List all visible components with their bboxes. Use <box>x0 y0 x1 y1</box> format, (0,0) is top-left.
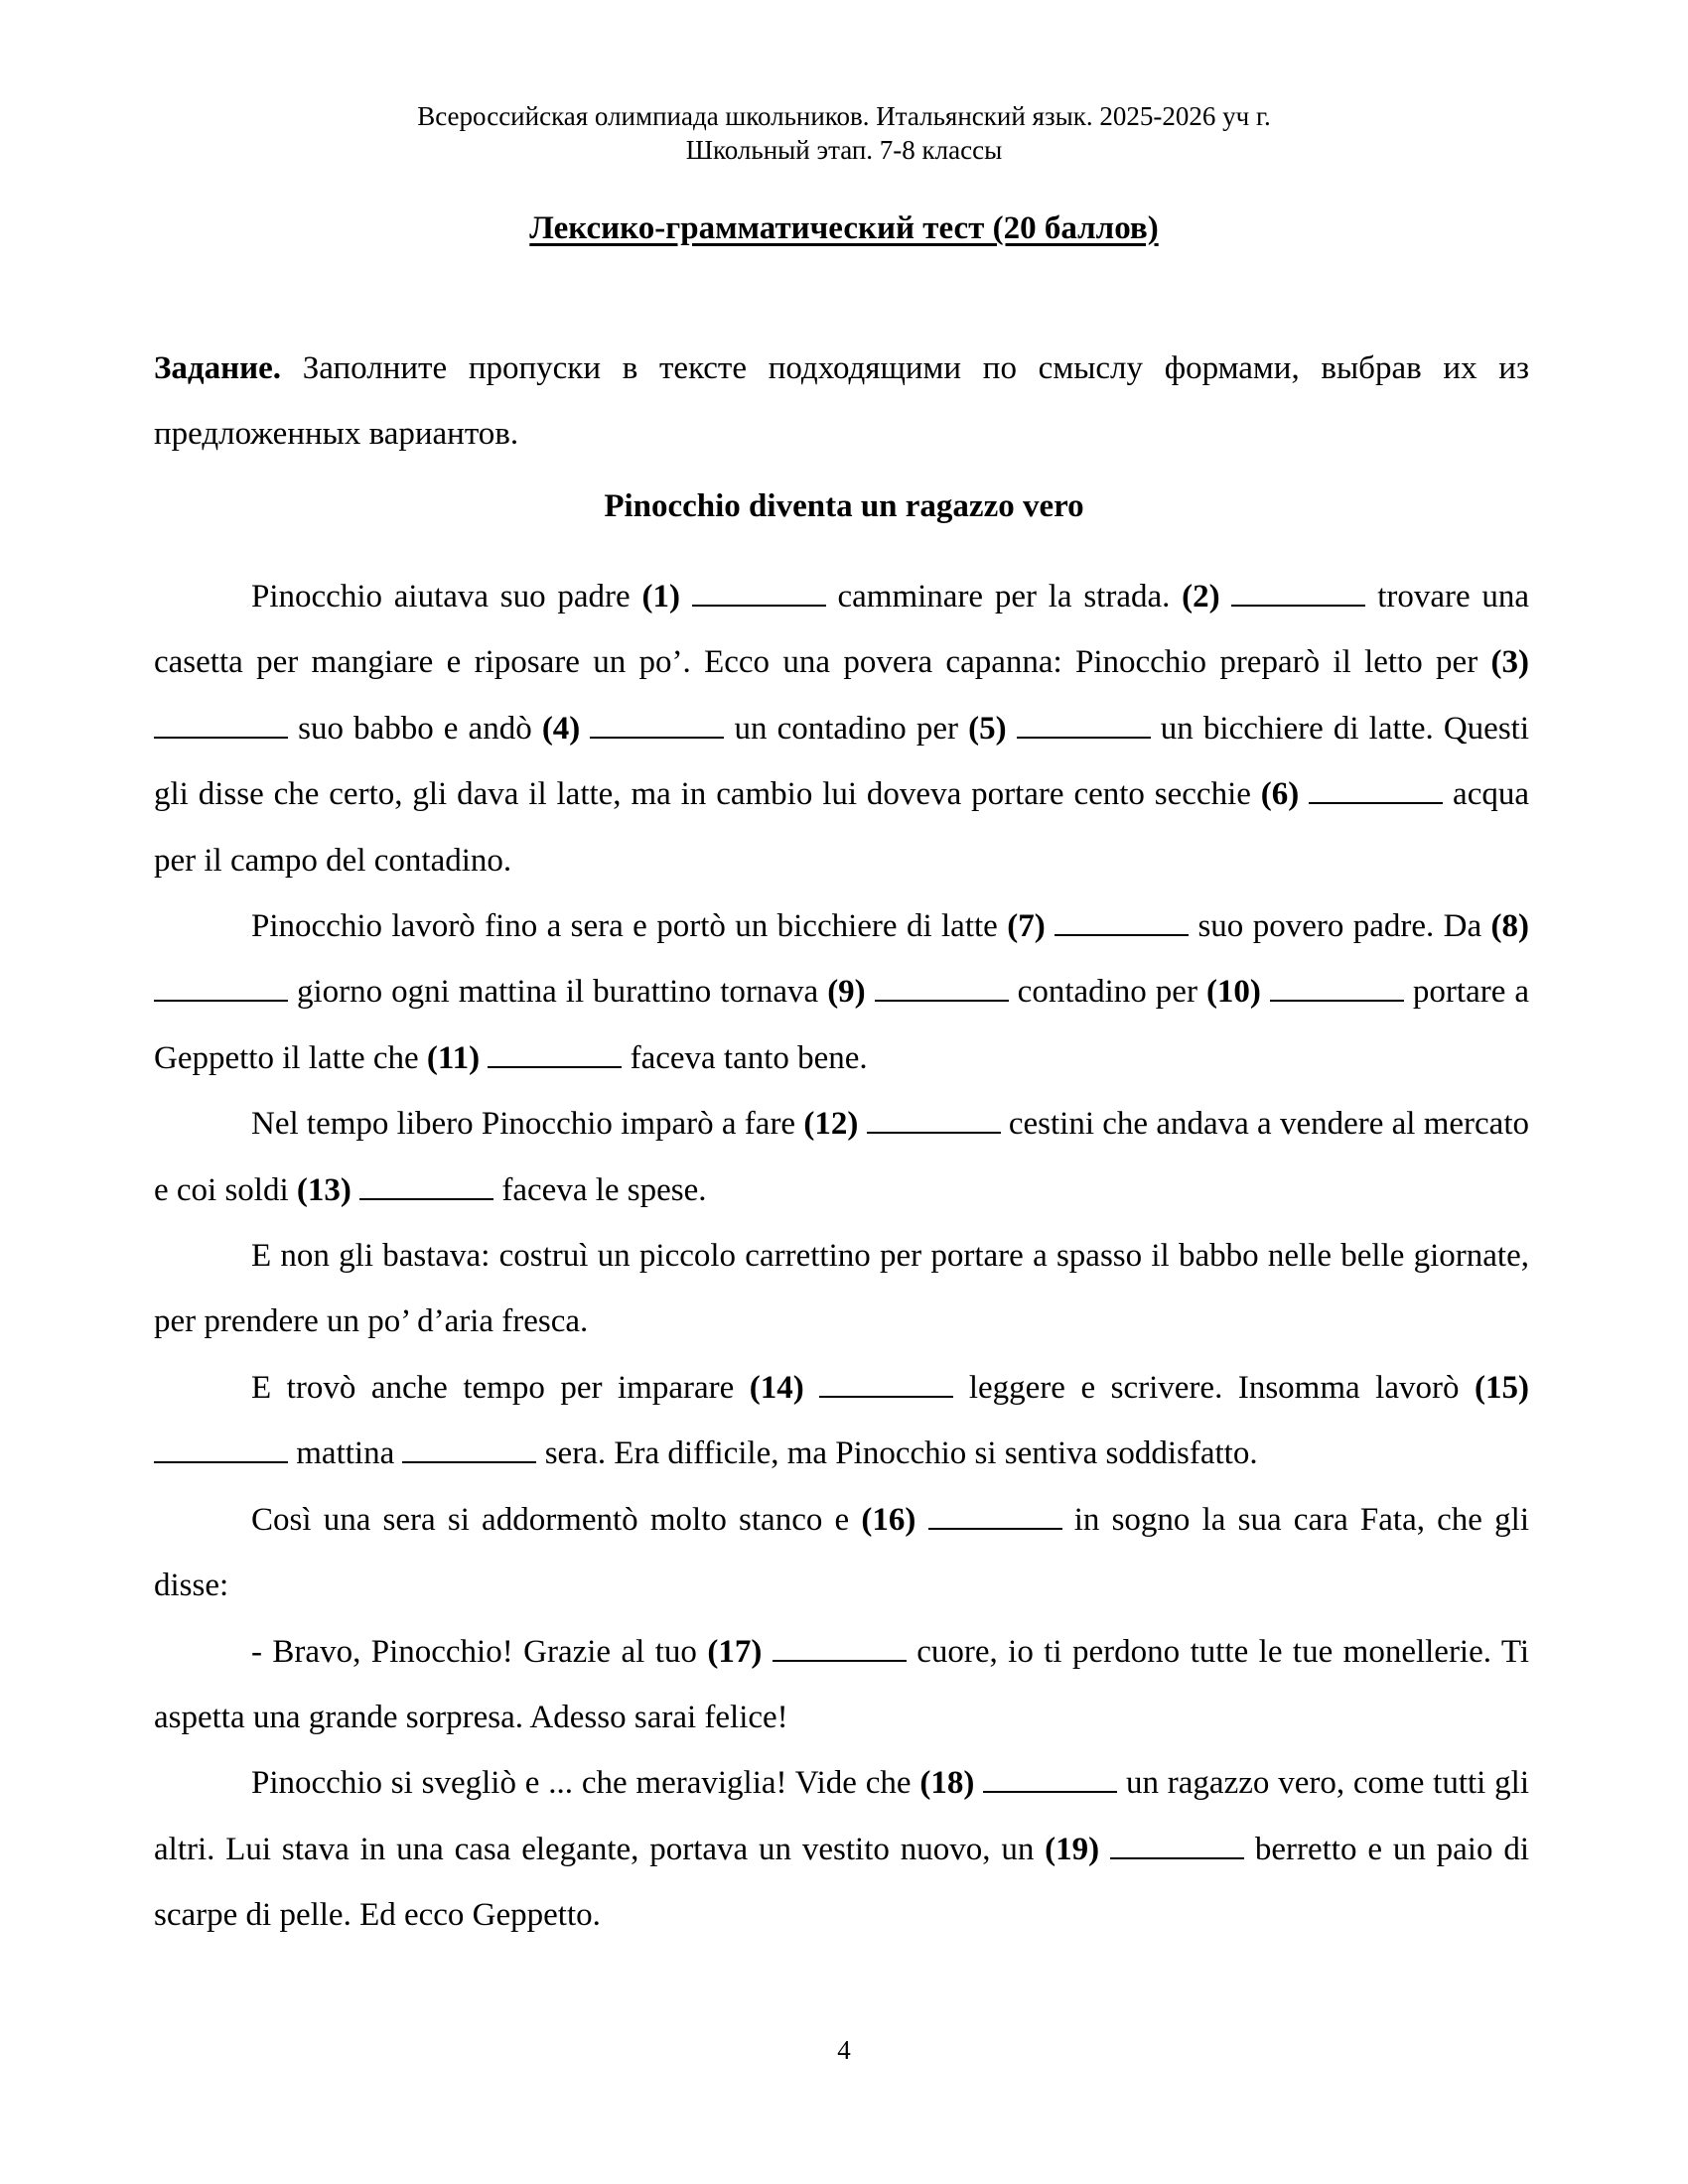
task-text: Заполните пропуски в тексте подходящими по смыслу формами, выбрав их из предложенных вариантов. <box>154 350 1529 453</box>
answer-blank[interactable] <box>875 974 1009 1002</box>
story-text-segment: sera. Era difficile, ma Pinocchio si sentiva soddisfatto. <box>536 1435 1258 1472</box>
answer-blank[interactable] <box>1309 776 1443 804</box>
story-text-segment: un bicchiere di latte. Questi gli disse che certo, gli dava il latte, ma in cambio lui doveva portare cento secchie <box>154 710 1529 813</box>
answer-blank[interactable] <box>359 1172 493 1200</box>
answer-blank[interactable] <box>1110 1832 1244 1859</box>
gap-number: (14) <box>749 1369 804 1406</box>
answer-blank[interactable] <box>1017 711 1151 739</box>
gap-number: (18) <box>919 1765 975 1802</box>
story-text-segment: trovare una casetta per mangiare e riposare un po’. Ecco una povera capanna: Pinocchio preparò il letto per <box>154 579 1530 681</box>
story-text-segment: leggere e scrivere. Insomma lavorò <box>953 1369 1476 1406</box>
story-text-segment: giorno ogni mattina il burattino tornava <box>288 974 828 1011</box>
answer-blank[interactable] <box>154 711 288 739</box>
story-text-segment: E trovò anche tempo per imparare <box>251 1369 750 1406</box>
answer-blank[interactable] <box>983 1765 1117 1793</box>
gap-number: (19) <box>1045 1831 1100 1867</box>
story-text-segment: - Bravo, Pinocchio! Grazie al tuo <box>251 1633 708 1670</box>
gap-number: (13) <box>296 1171 352 1208</box>
gap-number: (6) <box>1260 776 1300 813</box>
answer-blank[interactable] <box>692 579 826 607</box>
answer-blank[interactable] <box>928 1502 1062 1530</box>
header-stage: Школьный этап. 7-8 классы <box>685 135 1003 165</box>
story-text-segment: cestini che andava a vendere al mercato e coi soldi <box>154 1106 1529 1208</box>
story-title: Pinocchio diventa un ragazzo vero <box>604 488 1084 524</box>
gap-number: (15) <box>1475 1369 1530 1406</box>
gap-number: (8) <box>1490 908 1530 945</box>
story-paragraph <box>154 1091 1529 1223</box>
page-number: 4 <box>837 2035 851 2065</box>
story-text-segment: suo babbo e andò <box>288 710 542 747</box>
gap-number: (9) <box>827 974 866 1011</box>
answer-blank[interactable] <box>773 1634 907 1662</box>
task-instructions <box>154 336 1529 468</box>
answer-blank[interactable] <box>867 1106 1001 1134</box>
story-text-segment: Nel tempo libero Pinocchio imparò a fare <box>251 1106 804 1143</box>
story-text-segment: camminare per la strada. <box>825 579 1183 614</box>
story-text-segment: un ragazzo vero, come tutti gli altri. Lui stava in una casa elegante, portava un vestito nuovo, un <box>154 1765 1530 1867</box>
answer-blank[interactable] <box>402 1435 536 1463</box>
task-label: Задание. <box>154 350 282 386</box>
gap-number: (2) <box>1182 579 1220 614</box>
story-paragraph <box>154 1223 1529 1355</box>
story-text-segment: Pinocchio si svegliò e ... che meraviglia! Vide che <box>251 1765 920 1802</box>
story-paragraph <box>154 1750 1529 1948</box>
story-text-segment: cuore, io ti perdono tutte le tue monellerie. Ti aspetta una grande sorpresa. Adesso sarai felice! <box>154 1633 1529 1735</box>
story-paragraph <box>154 1619 1529 1751</box>
header-olympiad: Всероссийская олимпиада школьников. Итальянский язык. 2025-2026 уч г. <box>417 101 1271 131</box>
gap-number: (11) <box>426 1039 481 1076</box>
answer-blank[interactable] <box>154 1435 288 1463</box>
gap-number: (1) <box>641 579 680 614</box>
story-text-segment: contadino per <box>1008 974 1206 1011</box>
story-text-segment: suo povero padre. Da <box>1189 908 1491 945</box>
gap-number: (4) <box>541 710 581 747</box>
story-paragraph <box>154 893 1529 1091</box>
test-title-text: Лексико-грамматический тест (20 баллов) <box>529 210 1159 246</box>
story-text-segment: faceva le spese. <box>493 1171 707 1208</box>
story-text-segment: acqua per il campo del contadino. <box>154 776 1529 879</box>
story-text-segment: E non gli bastava: costruì un piccolo carrettino per portare a spasso il babbo nelle belle giornate, per prendere un po’ d’aria fresca. <box>154 1238 1529 1340</box>
story-text-segment: portare a Geppetto il latte che <box>154 974 1529 1076</box>
gap-number: (16) <box>861 1501 916 1538</box>
gap-number: (5) <box>968 710 1007 747</box>
story-text-segment: faceva tanto bene. <box>622 1039 868 1076</box>
story-text <box>154 564 1529 1949</box>
gap-number: (3) <box>1490 644 1529 681</box>
answer-blank[interactable] <box>154 974 288 1002</box>
story-text-segment: mattina <box>288 1435 403 1472</box>
answer-blank[interactable] <box>1055 908 1189 936</box>
story-text-segment: in sogno la sua cara Fata, che gli disse: <box>154 1501 1529 1604</box>
answer-blank[interactable] <box>590 711 724 739</box>
story-text-segment: Così una sera si addormentò molto stanco e <box>251 1501 862 1538</box>
test-title <box>0 210 1688 247</box>
answer-blank[interactable] <box>1270 974 1404 1002</box>
answer-blank[interactable] <box>488 1040 622 1068</box>
story-text-segment: berretto e un paio di scarpe di pelle. Ed ecco Geppetto. <box>154 1831 1529 1934</box>
gap-number: (17) <box>707 1633 763 1670</box>
story-text-segment: Pinocchio lavorò fino a sera e portò un bicchiere di latte <box>251 908 1008 945</box>
story-text-segment: un contadino per <box>724 710 969 747</box>
answer-blank[interactable] <box>819 1370 953 1398</box>
story-paragraph <box>154 1355 1529 1487</box>
gap-number: (12) <box>803 1106 859 1143</box>
story-paragraph <box>154 1487 1529 1619</box>
gap-number: (7) <box>1007 908 1046 945</box>
answer-blank[interactable] <box>1231 579 1365 607</box>
gap-number: (10) <box>1205 974 1261 1011</box>
story-paragraph <box>154 564 1529 893</box>
story-text-segment: Pinocchio aiutava suo padre <box>251 579 642 614</box>
